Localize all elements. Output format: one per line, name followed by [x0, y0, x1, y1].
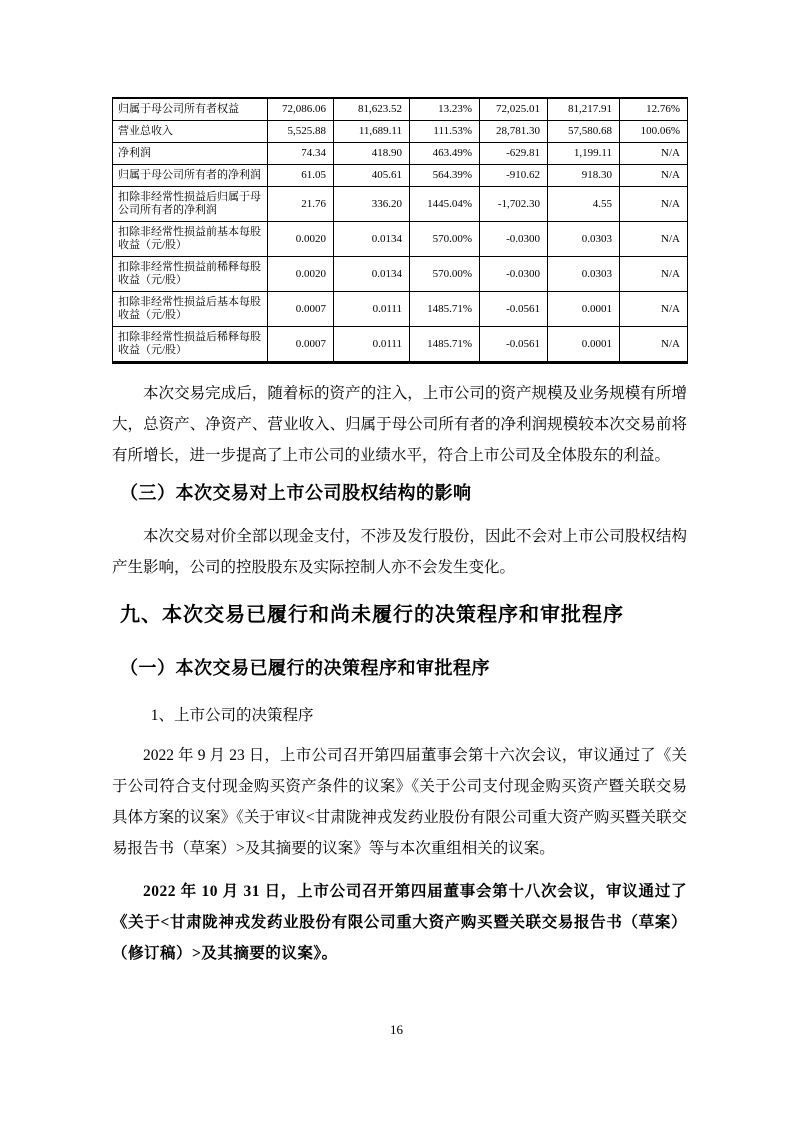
- table-cell-value: 336.20: [334, 187, 410, 222]
- table-cell-value: 1485.71%: [410, 327, 480, 363]
- table-cell-value: 0.0001: [548, 292, 620, 327]
- table-cell-value: 405.61: [334, 165, 410, 187]
- table-cell-value: -0.0300: [480, 257, 548, 292]
- table-cell-value: 21.76: [268, 187, 334, 222]
- table-cell-value: 13.23%: [410, 98, 480, 121]
- table-row: [113, 292, 688, 327]
- table-row: [113, 165, 688, 187]
- table-cell-value: 11,689.11: [334, 121, 410, 143]
- heading-section-9-procedures: 九、本次交易已履行和尚未履行的决策程序和审批程序: [120, 604, 624, 626]
- item-title-listed-company-decision: 1、上市公司的决策程序: [150, 707, 314, 724]
- paragraph-board-meeting-16th: 2022 年 9 月 23 日，上市公司召开第四届董事会第十六次会议，审议通过了《关于公司符合支付现金购买资产条件的议案》《关于公司支付现金购买资产暨关联交易具体方案的议案》《关于审议<甘肃陇神戎发药业股份有限公司重大资产购买暨关联交易报告书（草案）>及其摘要的议案》等与本次重组相关的议案。: [112, 747, 687, 857]
- table-cell-value: 564.39%: [410, 165, 480, 187]
- table-cell-value: 4.55: [548, 187, 620, 222]
- table-cell-value: 72,025.01: [480, 98, 548, 121]
- table-cell-value: 918.30: [548, 165, 620, 187]
- table-row: [113, 187, 688, 222]
- table-cell-value: 0.0303: [548, 222, 620, 257]
- table-cell-value: -910.62: [480, 165, 548, 187]
- table-cell-value: 0.0020: [268, 257, 334, 292]
- paragraph-board-meeting-18th: 2022 年 10 月 31 日，上市公司召开第四届董事会第十八次会议，审议通过了《关于<甘肃陇神戎发药业股份有限公司重大资产购买暨关联交易报告书（草案）（修订稿）>及其摘要的议案》。: [112, 883, 687, 962]
- table-cell-value: 0.0134: [334, 222, 410, 257]
- table-cell-value: 5,525.88: [268, 121, 334, 143]
- paragraph-equity-structure: 本次交易对价全部以现金支付，不涉及发行股份，因此不会对上市公司股权结构产生影响，公司的控股股东及实际控制人亦不会发生变化。: [112, 528, 687, 576]
- table-cell-value: N/A: [620, 257, 688, 292]
- table-cell-value: N/A: [620, 165, 688, 187]
- financial-comparison-table: [112, 97, 688, 364]
- table-cell-value: 74.34: [268, 143, 334, 165]
- heading-section-3-equity-structure: （三）本次交易对上市公司股权结构的影响: [120, 483, 472, 503]
- table-cell-value: 28,781.30: [480, 121, 548, 143]
- table-cell-value: 570.00%: [410, 257, 480, 292]
- table-cell-value: 1485.71%: [410, 292, 480, 327]
- table-cell-value: 57,580.68: [548, 121, 620, 143]
- table-cell-value: -1,702.30: [480, 187, 548, 222]
- table-cell-value: 0.0007: [268, 292, 334, 327]
- table-cell-value: 0.0111: [334, 292, 410, 327]
- table-cell-value: -0.0561: [480, 327, 548, 363]
- table-row-label: 扣除非经常性损益前基本每股收益（元/股）: [113, 222, 268, 257]
- table-cell-value: N/A: [620, 292, 688, 327]
- financial-table-body: [113, 98, 688, 363]
- table-cell-value: 570.00%: [410, 222, 480, 257]
- table-cell-value: 0.0007: [268, 327, 334, 363]
- table-cell-value: -0.0300: [480, 222, 548, 257]
- table-row: [113, 327, 688, 363]
- table-cell-value: 100.06%: [620, 121, 688, 143]
- table-cell-value: 1,199.11: [548, 143, 620, 165]
- table-cell-value: 418.90: [334, 143, 410, 165]
- table-cell-value: 0.0001: [548, 327, 620, 363]
- table-row-label: 扣除非经常性损益前稀释每股收益（元/股）: [113, 257, 268, 292]
- table-cell-value: N/A: [620, 187, 688, 222]
- table-cell-value: N/A: [620, 222, 688, 257]
- page-content: [112, 0, 687, 969]
- table-row-label: 扣除非经常性损益后归属于母公司所有者的净利润: [113, 187, 268, 222]
- table-row: [113, 121, 688, 143]
- table-row-label: 净利润: [113, 143, 268, 165]
- table-cell-value: N/A: [620, 327, 688, 363]
- table-cell-value: -0.0561: [480, 292, 548, 327]
- paragraph-transaction-effect: 本次交易完成后，随着标的资产的注入，上市公司的资产规模及业务规模有所增大，总资产、净资产、营业收入、归属于母公司所有者的净利润规模较本次交易前将有所增长，进一步提高了上市公司的业绩水平，符合上市公司及全体股东的利益。: [112, 385, 687, 464]
- table-row: [113, 222, 688, 257]
- table-cell-value: 0.0303: [548, 257, 620, 292]
- table-cell-value: N/A: [620, 143, 688, 165]
- table-row-label: 归属于母公司所有者的净利润: [113, 165, 268, 187]
- table-row-label: 归属于母公司所有者权益: [113, 98, 268, 121]
- table-row: [113, 98, 688, 121]
- page-number: 16: [390, 1022, 403, 1037]
- table-cell-value: 12.76%: [620, 98, 688, 121]
- table-cell-value: 0.0111: [334, 327, 410, 363]
- heading-section-9-1-completed-procedures: （一）本次交易已履行的决策程序和审批程序: [120, 658, 490, 678]
- table-row: [113, 143, 688, 165]
- table-row-label: 营业总收入: [113, 121, 268, 143]
- table-cell-value: 463.49%: [410, 143, 480, 165]
- table-row: [113, 257, 688, 292]
- table-cell-value: 111.53%: [410, 121, 480, 143]
- table-cell-value: 0.0134: [334, 257, 410, 292]
- table-cell-value: -629.81: [480, 143, 548, 165]
- table-row-label: 扣除非经常性损益后稀释每股收益（元/股）: [113, 327, 268, 363]
- table-cell-value: 72,086.06: [268, 98, 334, 121]
- table-cell-value: 1445.04%: [410, 187, 480, 222]
- table-cell-value: 81,217.91: [548, 98, 620, 121]
- table-cell-value: 0.0020: [268, 222, 334, 257]
- table-row-label: 扣除非经常性损益后基本每股收益（元/股）: [113, 292, 268, 327]
- table-cell-value: 61.05: [268, 165, 334, 187]
- table-cell-value: 81,623.52: [334, 98, 410, 121]
